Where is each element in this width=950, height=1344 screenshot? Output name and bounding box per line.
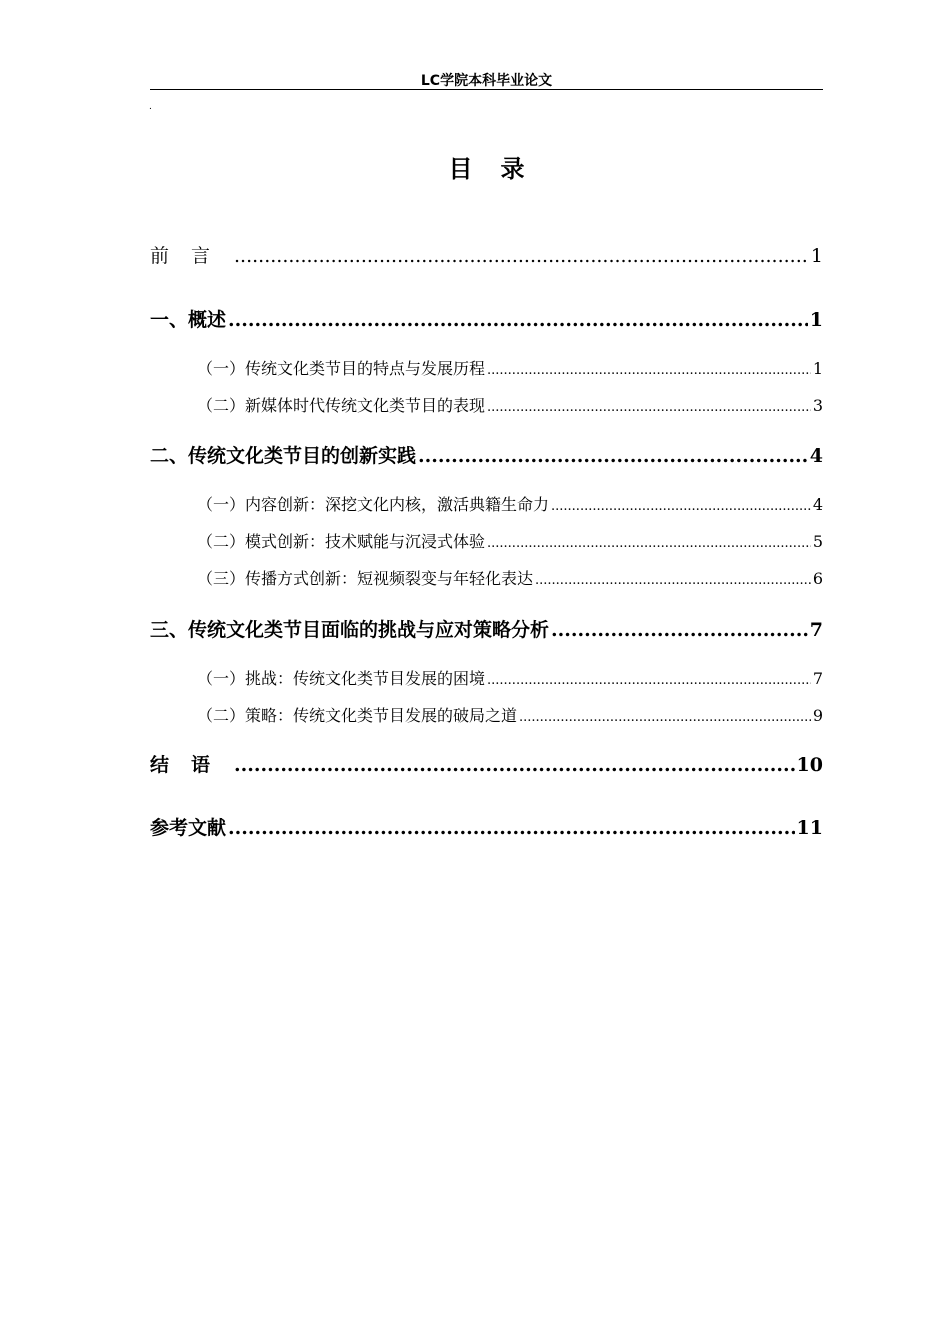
toc-entry-label: （一）内容创新：深挖文化内核，激活典籍生命力 [197, 495, 550, 514]
toc-dot-leader [228, 309, 808, 331]
toc-page-number: 3 [812, 396, 823, 415]
toc-entry-label: 一、概述 [150, 309, 227, 331]
toc-page-number: 1 [810, 245, 823, 267]
toc-entry-label: （一）传统文化类节目的特点与发展历程 [197, 359, 486, 378]
toc-entry-label: （二）模式创新：技术赋能与沉浸式体验 [197, 532, 486, 551]
toc-dot-leader [519, 710, 811, 725]
toc-dot-leader [487, 363, 811, 378]
toc-entry-section[interactable] [197, 566, 823, 589]
toc-page-number: 6 [812, 569, 823, 588]
toc-page-number: 4 [809, 445, 823, 467]
toc-dot-leader [487, 536, 811, 551]
toc-dot-leader [418, 445, 808, 467]
toc-dot-leader [487, 673, 811, 688]
toc-dot-leader [234, 245, 809, 267]
header-rule [150, 89, 823, 90]
header-title: LC学院本科毕业论文 [420, 73, 553, 89]
toc-entry-chapter-1[interactable] [150, 305, 823, 332]
toc-entry-section[interactable] [197, 393, 823, 416]
toc-page-number: 9 [812, 706, 823, 725]
toc-entry-chapter-3[interactable] [150, 615, 823, 642]
toc-entry-section[interactable] [197, 492, 823, 515]
toc-entry-label: 三、传统文化类节目面临的挑战与应对策略分析 [150, 619, 550, 641]
toc-entry-label: 参考文献 [150, 817, 227, 839]
toc-entry-section[interactable] [197, 666, 823, 689]
toc-dot-leader [551, 499, 811, 514]
toc-entry-section[interactable] [197, 529, 823, 552]
toc-entry-label: （三）传播方式创新：短视频裂变与年轻化表达 [197, 569, 534, 588]
toc-page-number: 10 [796, 754, 823, 776]
toc-page-number: 7 [809, 619, 823, 641]
toc-page-number: 1 [812, 359, 823, 378]
toc-page-number: 1 [809, 309, 823, 331]
toc-entry-label: 结语 [150, 754, 233, 776]
toc-entry-chapter-2[interactable] [150, 441, 823, 468]
toc-entry-preface[interactable] [150, 241, 823, 268]
toc-dot-leader [487, 400, 811, 415]
toc-dot-leader [551, 619, 808, 641]
header-dot: . [149, 102, 152, 112]
toc-dot-leader [234, 754, 795, 776]
toc-entry-label: （二）策略：传统文化类节目发展的破局之道 [197, 706, 518, 725]
toc-entry-section[interactable] [197, 356, 823, 379]
toc-entry-section[interactable] [197, 703, 823, 726]
toc-dot-leader [228, 817, 795, 839]
toc-page-number: 11 [796, 817, 823, 839]
toc-page-number: 4 [812, 495, 823, 514]
toc-page-number: 7 [812, 669, 823, 688]
toc-dot-leader [535, 573, 811, 588]
toc-entry-label: （一）挑战：传统文化类节目发展的困境 [197, 669, 486, 688]
toc-entry-label: 二、传统文化类节目的创新实践 [150, 445, 417, 467]
toc-page-number: 5 [812, 532, 823, 551]
toc-entry-label: 前言 [150, 245, 233, 267]
toc-entry-conclusion[interactable] [150, 750, 823, 777]
toc-entry-references[interactable] [150, 813, 823, 840]
toc-entry-label: （二）新媒体时代传统文化类节目的表现 [197, 396, 486, 415]
toc-title: 目录 [448, 155, 553, 183]
